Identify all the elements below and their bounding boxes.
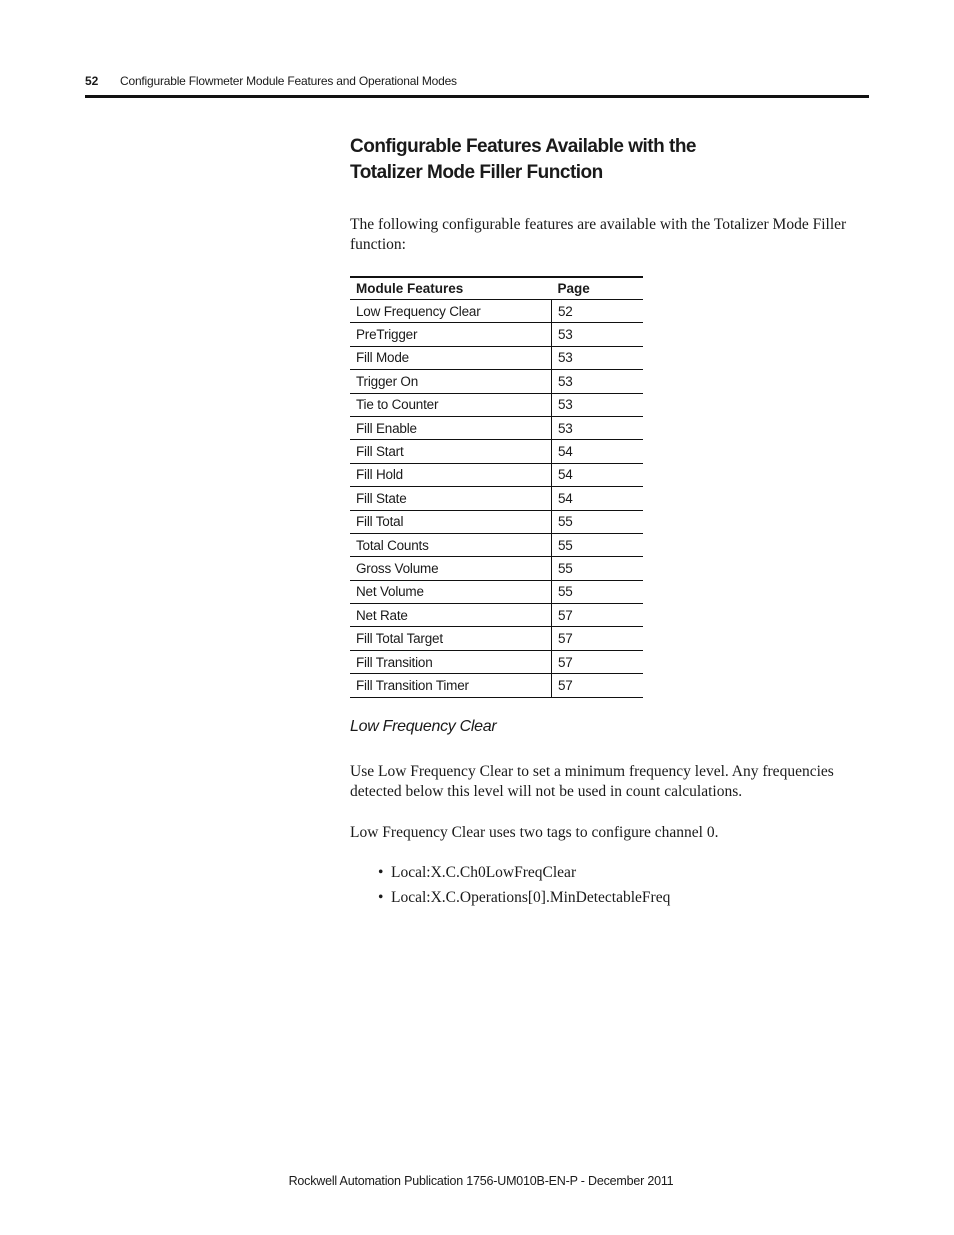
table-row [350, 557, 643, 580]
page-number: 52 [85, 74, 99, 88]
page-footer [0, 1174, 954, 1188]
feature-cell: Fill Transition Timer [350, 674, 552, 697]
page-cell: 57 [552, 674, 644, 697]
bullet-icon: • [378, 864, 384, 881]
table-row [350, 510, 643, 533]
table-row [350, 533, 643, 556]
page-cell: 52 [552, 300, 644, 323]
page-cell: 57 [552, 650, 644, 673]
table-row [350, 393, 643, 416]
feature-cell: Tie to Counter [350, 393, 552, 416]
page-cell: 57 [552, 627, 644, 650]
feature-cell: Fill Hold [350, 463, 552, 486]
table-row [350, 370, 643, 393]
page-cell: 55 [552, 557, 644, 580]
section-title-line1: Configurable Features Available with the [350, 136, 696, 157]
page-cell: 54 [552, 487, 644, 510]
page-cell: 53 [552, 346, 644, 369]
table-row [350, 674, 643, 697]
feature-cell: Net Rate [350, 604, 552, 627]
tag-list [378, 862, 670, 912]
table-row [350, 627, 643, 650]
intro-paragraph: The following configurable features are available with the Totalizer Mode Filler function: [350, 216, 847, 253]
page-cell: 55 [552, 533, 644, 556]
list-item [378, 862, 670, 887]
page-cell: 57 [552, 604, 644, 627]
table-row [350, 650, 643, 673]
tags-paragraph: Low Frequency Clear uses two tags to configure channel 0. [350, 824, 719, 841]
page-cell: 55 [552, 580, 644, 603]
page-header [85, 72, 869, 92]
page-cell: 55 [552, 510, 644, 533]
header-rule [85, 95, 869, 98]
feature-cell: Total Counts [350, 533, 552, 556]
table-row [350, 416, 643, 439]
features-table [350, 276, 643, 698]
subsection-heading: Low Frequency Clear [350, 718, 497, 735]
feature-cell: Fill Mode [350, 346, 552, 369]
table-header-row [350, 277, 643, 300]
feature-cell: Fill State [350, 487, 552, 510]
table-row [350, 487, 643, 510]
table-row [350, 580, 643, 603]
table-row [350, 323, 643, 346]
tag-name: Local:X.C.Ch0LowFreqClear [391, 864, 577, 881]
column-header-features: Module Features [356, 281, 464, 296]
running-title: Configurable Flowmeter Module Features and Operational Modes [120, 74, 457, 88]
section-title-line2: Totalizer Mode Filler Function [350, 162, 603, 183]
feature-cell: Gross Volume [350, 557, 552, 580]
tag-name: Local:X.C.Operations[0].MinDetectableFreq [391, 889, 671, 906]
page-cell: 53 [552, 416, 644, 439]
table-row [350, 300, 643, 323]
feature-cell: Fill Transition [350, 650, 552, 673]
feature-cell: Fill Enable [350, 416, 552, 439]
feature-cell: Fill Start [350, 440, 552, 463]
description-paragraph: Use Low Frequency Clear to set a minimum frequency level. Any frequencies detected below this level will not be used in count calculations. [350, 763, 834, 800]
page-cell: 54 [552, 440, 644, 463]
table-row [350, 346, 643, 369]
feature-cell: Trigger On [350, 370, 552, 393]
section-title [350, 134, 850, 186]
feature-cell: Fill Total [350, 510, 552, 533]
feature-cell: PreTrigger [350, 323, 552, 346]
publication-info: Rockwell Automation Publication 1756-UM010B-EN-P - December 2011 [288, 1174, 674, 1188]
page-cell: 53 [552, 393, 644, 416]
table-row [350, 604, 643, 627]
page-cell: 53 [552, 323, 644, 346]
table-row [350, 440, 643, 463]
page-cell: 53 [552, 370, 644, 393]
bullet-icon: • [378, 889, 384, 906]
page-cell: 54 [552, 463, 644, 486]
column-header-page: Page [557, 281, 590, 296]
table-row [350, 463, 643, 486]
feature-cell: Net Volume [350, 580, 552, 603]
list-item [378, 887, 670, 912]
feature-cell: Low Frequency Clear [350, 300, 552, 323]
feature-cell: Fill Total Target [350, 627, 552, 650]
